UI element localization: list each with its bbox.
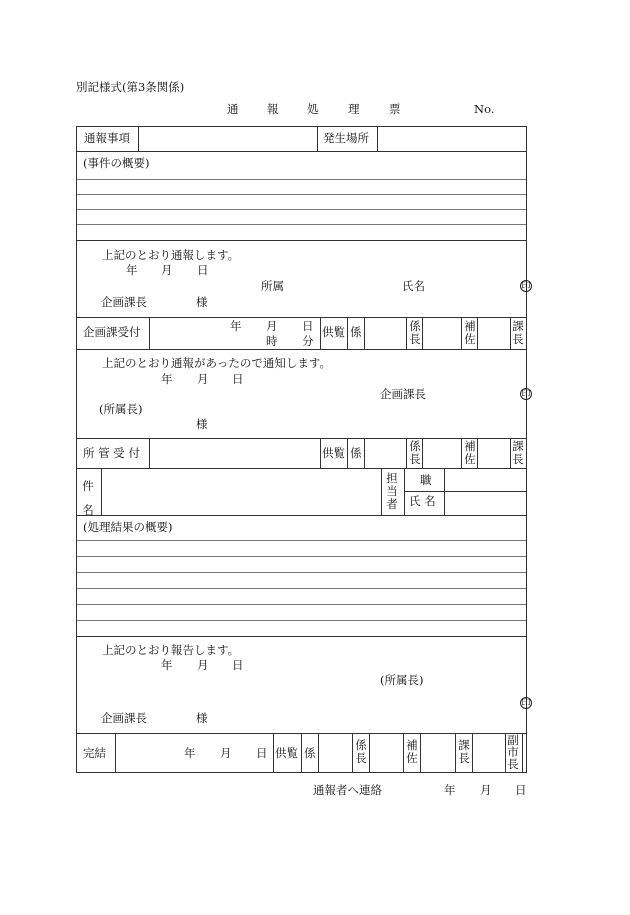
result-addressee: 企画課長 — [101, 711, 147, 725]
chief-label: 係長 — [355, 738, 367, 766]
assistant-stamp-box[interactable] — [479, 320, 509, 347]
notification-addressee: (所属長) — [99, 402, 143, 416]
reception-minute: 分 — [302, 334, 314, 348]
report-date-year: 年 — [126, 263, 138, 277]
person-in-charge-label: 担当者 — [386, 471, 398, 512]
department-reception-field[interactable] — [153, 441, 318, 465]
result-year: 年 — [161, 658, 173, 672]
reception-hour: 時 — [266, 334, 278, 348]
staff-stamp-box[interactable] — [366, 440, 404, 466]
department-reception-label: 所 管 受 付 — [83, 446, 140, 460]
reception-year: 年 — [230, 319, 242, 333]
notification-year: 年 — [161, 372, 173, 386]
reception-month: 月 — [266, 319, 278, 333]
report-item-label: 通報事項 — [84, 131, 130, 145]
title-char-3: 処 — [307, 102, 319, 116]
circulation-label: 供覧 — [275, 746, 298, 760]
location-label: 発生場所 — [323, 131, 369, 145]
section-chief-label: 課長 — [512, 319, 524, 347]
notification-statement: 上記のとおり通報があったので通知します。 — [102, 356, 331, 370]
honorific: 様 — [196, 417, 208, 431]
location-field[interactable] — [382, 130, 522, 148]
chief-stamp-box[interactable] — [424, 320, 460, 347]
reception-day: 日 — [302, 319, 314, 333]
completion-year: 年 — [184, 746, 196, 760]
staff-label: 係 — [350, 446, 362, 460]
title-char-5: 票 — [389, 102, 401, 116]
subject-field[interactable] — [105, 471, 377, 511]
title-char-4: 理 — [348, 102, 360, 116]
completion-month: 月 — [220, 746, 232, 760]
contact-reporter-label: 通報者へ連絡 — [313, 783, 382, 797]
seal-icon: 印 — [521, 282, 531, 292]
subject-label: 件名 — [82, 479, 94, 518]
notification-sender: 企画課長 — [380, 387, 426, 401]
circulation-label: 供覧 — [322, 325, 345, 339]
number-label: No. — [474, 102, 495, 116]
report-date-day: 日 — [197, 263, 209, 277]
staff-stamp-box[interactable] — [366, 320, 404, 347]
assistant-stamp-box[interactable] — [422, 736, 454, 769]
assistant-label: 補佐 — [464, 439, 476, 467]
report-statement: 上記のとおり通報します。 — [102, 248, 240, 262]
honorific: 様 — [196, 295, 208, 309]
contact-year: 年 — [444, 783, 456, 797]
seal-icon: 印 — [521, 699, 531, 709]
staff-name-field[interactable] — [448, 493, 522, 512]
incident-summary-label: (事件の概要) — [83, 156, 150, 170]
reception-label: 企画課受付 — [83, 325, 141, 339]
assistant-label: 補佐 — [406, 738, 418, 766]
title-char-1: 通 — [227, 102, 239, 116]
affiliation-label: 所属 — [261, 279, 284, 293]
chief-stamp-box[interactable] — [371, 736, 401, 769]
completion-day: 日 — [256, 746, 268, 760]
form-reference: 別記様式(第3条関係) — [76, 80, 185, 94]
report-item-field[interactable] — [147, 130, 317, 148]
title-char-2: 報 — [267, 102, 279, 116]
assistant-stamp-box[interactable] — [479, 440, 509, 466]
addressee-label: 企画課長 — [101, 295, 147, 309]
honorific: 様 — [196, 711, 208, 725]
result-sender: (所属長) — [380, 673, 424, 687]
staff-name-label: 氏 名 — [409, 494, 436, 508]
contact-day: 日 — [515, 783, 527, 797]
deputy-mayor-label: 副市長 — [507, 733, 519, 772]
completion-label: 完結 — [83, 746, 106, 760]
staff-label: 係 — [350, 325, 362, 339]
seal-icon: 印 — [521, 390, 531, 400]
section-chief-label: 課長 — [458, 738, 470, 766]
assistant-label: 補佐 — [464, 319, 476, 347]
result-statement: 上記のとおり報告します。 — [102, 643, 240, 657]
report-date-month: 月 — [161, 263, 173, 277]
position-field[interactable] — [448, 470, 522, 489]
staff-stamp-box[interactable] — [320, 736, 350, 769]
chief-label: 係長 — [409, 439, 421, 467]
chief-stamp-box[interactable] — [424, 440, 460, 466]
section-chief-label: 課長 — [512, 439, 524, 467]
result-month: 月 — [197, 658, 209, 672]
section-chief-stamp-box[interactable] — [474, 736, 504, 769]
contact-month: 月 — [480, 783, 492, 797]
reporter-name-label: 氏名 — [402, 279, 425, 293]
circulation-label: 供覧 — [322, 446, 345, 460]
position-label: 職 — [420, 473, 432, 487]
result-summary-label: (処理結果の概要) — [83, 520, 173, 534]
chief-label: 係長 — [409, 319, 421, 347]
staff-label: 係 — [304, 746, 316, 760]
notification-day: 日 — [232, 372, 244, 386]
result-day: 日 — [232, 658, 244, 672]
notification-month: 月 — [197, 372, 209, 386]
form-frame — [76, 126, 531, 773]
